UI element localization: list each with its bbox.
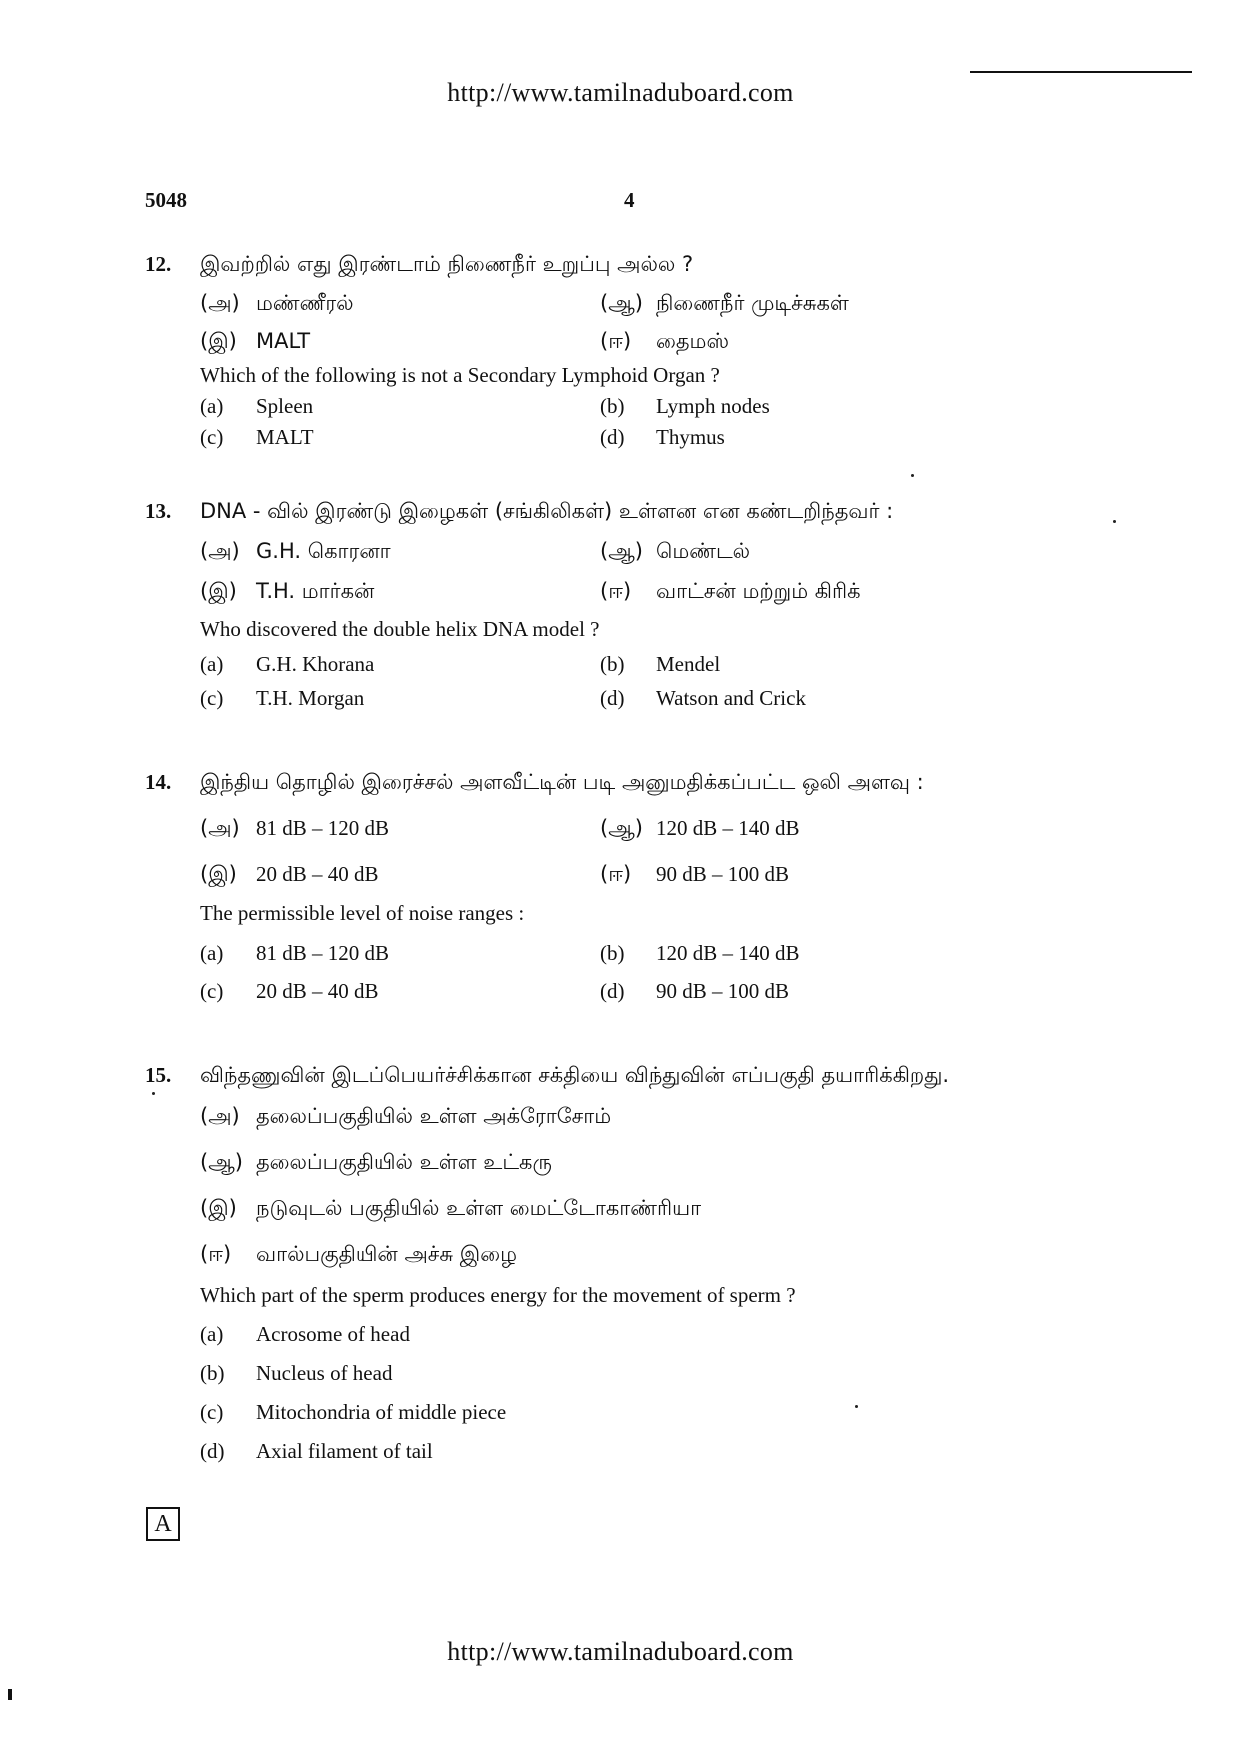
option-label: (d) bbox=[600, 979, 625, 1003]
option-label: (d) bbox=[200, 1439, 225, 1463]
option-text-tamil: நிணைநீர் முடிச்சுகள் bbox=[656, 291, 849, 315]
question-text-english: The permissible level of noise ranges : bbox=[200, 901, 525, 925]
question-text-tamil: விந்தணுவின் இடப்பெயர்ச்சிக்கான சக்தியை விந்துவின் எப்பகுதி தயாரிக்கிறது. bbox=[200, 1063, 950, 1087]
option-label: (d) bbox=[600, 686, 625, 710]
option-text-tamil: தைமஸ் bbox=[656, 329, 730, 353]
version-mark-box: A bbox=[146, 1507, 180, 1541]
question-text-tamil: இவற்றில் எது இரண்டாம் நிணைநீர் உறுப்பு அல்ல ? bbox=[200, 252, 694, 276]
option-label: (d) bbox=[600, 425, 625, 449]
scan-speck bbox=[911, 474, 914, 477]
option-text-tamil: G.H. கொரனா bbox=[256, 539, 391, 563]
question-text-tamil: DNA - வில் இரண்டு இழைகள் (சங்கிலிகள்) உள்ளன என கண்டறிந்தவர் : bbox=[200, 499, 894, 523]
option-text: 81 dB – 120 dB bbox=[256, 941, 390, 965]
scan-speck bbox=[1113, 520, 1116, 523]
option-text-tamil: வாட்சன் மற்றும் கிரிக் bbox=[656, 579, 861, 603]
option-label: (c) bbox=[200, 1400, 224, 1424]
option-label: (ஈ) bbox=[600, 862, 632, 886]
option-text: 90 dB – 100 dB bbox=[656, 979, 790, 1003]
option-label: (b) bbox=[600, 652, 625, 676]
scan-edge-mark bbox=[8, 1689, 12, 1700]
question-number: 14. bbox=[145, 770, 172, 794]
option-label: (b) bbox=[600, 394, 625, 418]
option-label: (b) bbox=[200, 1361, 225, 1385]
option-label: (ஈ) bbox=[600, 579, 632, 603]
option-text-tamil: தலைப்பகுதியில் உள்ள அக்ரோசோம் bbox=[256, 1104, 612, 1128]
option-text: Mendel bbox=[656, 652, 721, 676]
option-text-tamil: 81 dB – 120 dB bbox=[256, 816, 390, 840]
question-text-english: Which of the following is not a Secondary Lymphoid Organ ? bbox=[200, 363, 720, 387]
option-text: 20 dB – 40 dB bbox=[256, 979, 379, 1003]
question-number: 12. bbox=[145, 252, 172, 276]
option-text: Acrosome of head bbox=[256, 1322, 410, 1346]
header-rule bbox=[970, 71, 1192, 73]
option-text: 120 dB – 140 dB bbox=[656, 941, 800, 965]
option-text: G.H. Khorana bbox=[256, 652, 375, 676]
option-text-tamil: T.H. மார்கன் bbox=[256, 579, 375, 603]
option-label: (ஆ) bbox=[600, 816, 643, 840]
option-text: Spleen bbox=[256, 394, 314, 418]
option-text-tamil: வால்பகுதியின் அச்சு இழை bbox=[256, 1242, 518, 1266]
option-text: Watson and Crick bbox=[656, 686, 806, 710]
option-label: (ஈ) bbox=[600, 329, 632, 353]
question-number: 15. bbox=[145, 1063, 172, 1087]
question-text-tamil: இந்திய தொழில் இரைச்சல் அளவீட்டின் படி அனுமதிக்கப்பட்ட ஒலி அளவு : bbox=[200, 770, 924, 794]
option-label: (இ) bbox=[200, 1196, 237, 1220]
question-text-english: Which part of the sperm produces energy for the movement of sperm ? bbox=[200, 1283, 796, 1307]
option-text: Mitochondria of middle piece bbox=[256, 1400, 507, 1424]
page-number: 4 bbox=[624, 188, 635, 212]
option-label: (இ) bbox=[200, 862, 237, 886]
option-label: (ஆ) bbox=[200, 1150, 243, 1174]
scan-speck bbox=[855, 1405, 858, 1408]
paper-code: 5048 bbox=[145, 188, 187, 212]
option-text: Axial filament of tail bbox=[256, 1439, 433, 1463]
option-label: (c) bbox=[200, 979, 224, 1003]
option-text-tamil: தலைப்பகுதியில் உள்ள உட்கரு bbox=[256, 1150, 552, 1174]
option-label: (இ) bbox=[200, 329, 237, 353]
option-text: Thymus bbox=[656, 425, 725, 449]
option-text-tamil: மண்ணீரல் bbox=[256, 291, 354, 315]
question-number: 13. bbox=[145, 499, 172, 523]
option-text-tamil: 20 dB – 40 dB bbox=[256, 862, 379, 886]
scan-speck bbox=[152, 1092, 155, 1095]
option-label: (அ) bbox=[200, 1104, 240, 1128]
option-label: (a) bbox=[200, 1322, 224, 1346]
option-label: (அ) bbox=[200, 291, 240, 315]
option-label: (a) bbox=[200, 941, 224, 965]
option-text: T.H. Morgan bbox=[256, 686, 365, 710]
question-text-english: Who discovered the double helix DNA model ? bbox=[200, 617, 600, 641]
option-text: Lymph nodes bbox=[656, 394, 770, 418]
option-text: MALT bbox=[256, 425, 314, 449]
option-text-tamil: 90 dB – 100 dB bbox=[656, 862, 790, 886]
option-label: (ஆ) bbox=[600, 539, 643, 563]
option-text-tamil: MALT bbox=[256, 329, 311, 353]
option-text: Nucleus of head bbox=[256, 1361, 393, 1385]
option-label: (இ) bbox=[200, 579, 237, 603]
option-label: (c) bbox=[200, 425, 224, 449]
header-url: http://www.tamilnaduboard.com bbox=[447, 78, 794, 107]
option-text-tamil: மெண்டல் bbox=[656, 539, 751, 563]
option-label: (ஈ) bbox=[200, 1242, 232, 1266]
option-label: (b) bbox=[600, 941, 625, 965]
option-text-tamil: நடுவுடல் பகுதியில் உள்ள மைட்டோகாண்ரியா bbox=[256, 1196, 702, 1220]
option-label: (c) bbox=[200, 686, 224, 710]
option-label: (a) bbox=[200, 394, 224, 418]
option-label: (ஆ) bbox=[600, 291, 643, 315]
option-label: (அ) bbox=[200, 539, 240, 563]
option-text-tamil: 120 dB – 140 dB bbox=[656, 816, 800, 840]
footer-url: http://www.tamilnaduboard.com bbox=[447, 1637, 794, 1666]
option-label: (அ) bbox=[200, 816, 240, 840]
option-label: (a) bbox=[200, 652, 224, 676]
